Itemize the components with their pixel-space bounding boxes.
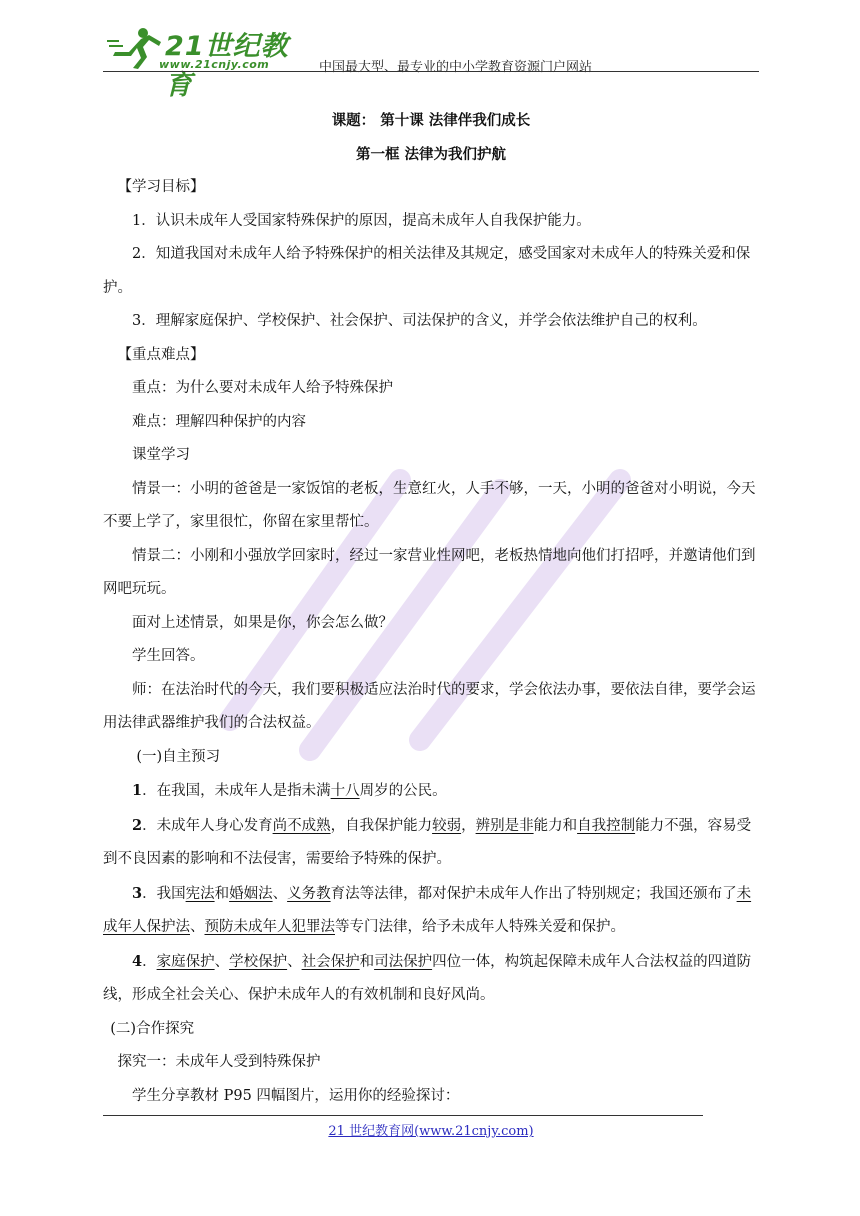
blank-answer: 司法保护 [374, 953, 433, 970]
blank-answer: 义务教 [287, 885, 331, 902]
logo-text: 21世纪教育 [165, 31, 289, 101]
explore-one-text: 学生分享教材 P95 四幅图片，运用你的经验探讨： [132, 1087, 460, 1104]
blank-answer: 社会保护 [301, 953, 360, 970]
blank-answer: 家庭保护 [156, 953, 215, 970]
blank-answer: 较弱 [432, 817, 462, 834]
page-header [103, 22, 759, 101]
lesson-title: 课题： 第十课 法律伴我们成长 [331, 112, 531, 129]
blank-answer: 辨别是非 [475, 817, 534, 834]
class-study-label: 课堂学习 [132, 447, 190, 463]
preview-heading: (一)自主预习 [136, 748, 221, 765]
header-divider [103, 71, 759, 72]
preview-item-2: 2．未成年人身心发育尚不成熟，自我保护能力较弱，辨别是非能力和自我控制能力不强，容易受到不良因素的影响和不法侵害，需要给予特殊的保护。 [103, 816, 752, 867]
scene-one: 情景一：小明的爸爸是一家饭馆的老板，生意红火，人手不够，一天，小明的爸爸对小明说，今天不要上学了，家里很忙，你留在家里帮忙。 [103, 480, 756, 530]
header-tagline: 中国最大型、最专业的中小学教育资源门户网站 [319, 60, 593, 75]
runner-icon [107, 26, 163, 70]
scene-two: 情景二：小刚和小强放学回家时，经过一家营业性网吧，老板热情地向他们打招呼，并邀请他们到网吧玩玩。 [103, 547, 756, 597]
goal-item: 1．认识未成年人受国家特殊保护的原因，提高未成年人自我保护能力。 [132, 212, 591, 229]
explore-one-heading: 探究一：未成年人受到特殊保护 [117, 1054, 321, 1070]
blank-answer: 自我控制 [577, 817, 636, 834]
logo-url: www.21cnjy.com [159, 58, 270, 71]
goal-item: 3．理解家庭保护、学校保护、社会保护、司法保护的含义，并学会依法维护自己的权利。 [132, 313, 707, 329]
document-body [103, 104, 759, 1113]
keypoints-heading: 【重点难点】 [117, 346, 205, 363]
question-text: 面对上述情景，如果是你，你会怎么做？ [132, 614, 393, 631]
coop-heading: (二)合作探究 [110, 1020, 195, 1037]
blank-answer: 未成年人保护法 [103, 885, 752, 935]
goal-item: 2．知道我国对未成年人给予特殊保护的相关法律及其规定，感受国家对未成年人的特殊关爱和保护。 [103, 246, 751, 296]
site-logo[interactable] [103, 22, 313, 101]
preview-item-4: 4．家庭保护、学校保护、社会保护和司法保护四位一体，构筑起保障未成年人合法权益的四道防线，形成全社会关心、保护未成年人的有效机制和良好风尚。 [103, 952, 752, 1003]
keypoint-text: 重点：为什么要对未成年人给予特殊保护 [132, 380, 393, 396]
difficulty-text: 难点：理解四种保护的内容 [132, 413, 306, 430]
preview-item-1: 1．在我国，未成年人是指未满十八周岁的公民。 [132, 782, 447, 799]
goals-heading: 【学习目标】 [117, 179, 205, 195]
blank-answer: 学校保护 [229, 953, 288, 970]
preview-item-3: 3．我国宪法和婚姻法、义务教育法等法律，都对保护未成年人作出了特别规定；我国还颁布了未成年人保护法、预防未成年人犯罪法等专门法律，给予未成年人特殊关爱和保护。 [103, 884, 752, 935]
blank-answer: 宪法 [185, 885, 215, 902]
footer-divider [103, 1115, 703, 1116]
lesson-subtitle: 第一框 法律为我们护航 [355, 145, 507, 163]
footer-link[interactable]: 21 世纪教育网(www.21cnjy.com) [328, 1124, 534, 1139]
blank-answer: 婚姻法 [229, 885, 273, 902]
blank-answer: 十八 [330, 783, 360, 799]
blank-answer: 尚不成熟 [272, 817, 331, 834]
blank-answer: 预防未成年人犯罪法 [204, 919, 335, 935]
answer-text: 学生回答。 [132, 648, 205, 664]
teacher-text: 师：在法治时代的今天，我们要积极适应法治时代的要求，学会依法办事，要依法自律，要学会运用法律武器维护我们的合法权益。 [103, 681, 756, 731]
